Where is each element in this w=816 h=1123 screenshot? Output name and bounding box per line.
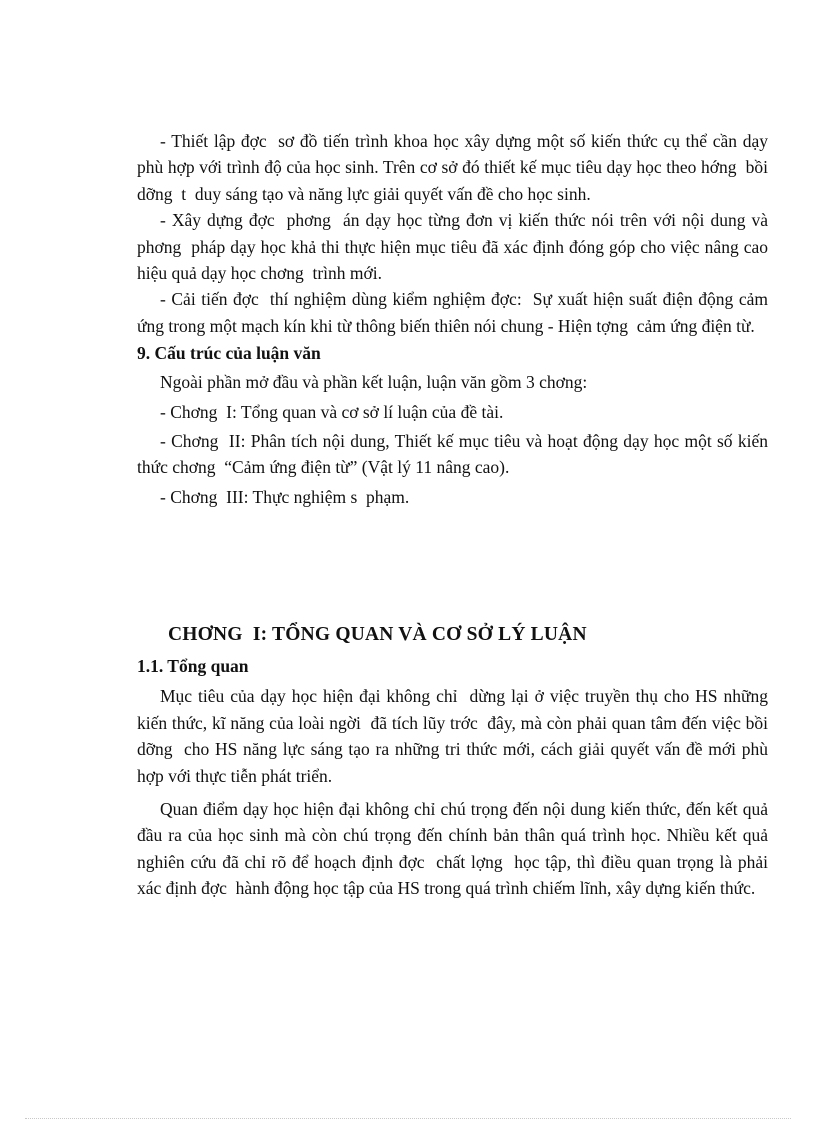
structure-item-chapter-2: - Chơng II: Phân tích nội dung, Thiết kế mục tiêu và hoạt động dạy học một số kiến thức chơng “Cảm ứng điện từ” (Vật lý 11 nâng cao). <box>137 431 773 478</box>
paragraph-objective-3: - Thiết lập đợc sơ đồ tiến trình khoa học xây dựng một số kiến thức cụ thể cần dạy phù hợp với trình độ của học sinh. Trên cơ sở đó thiết kế mục tiêu dạy học theo hớng bồi dỡng t duy sáng tạo và năng lực giải quyết vấn đề cho học sinh. <box>137 131 773 204</box>
document-page <box>137 128 773 902</box>
page-bottom-divider <box>25 1118 791 1119</box>
overview-paragraph-1: Mục tiêu của dạy học hiện đại không chỉ dừng lại ở việc truyền thụ cho HS những kiến thức, kĩ năng của loài ngời đã tích lũy trớc đây, mà còn phải quan tâm đến việc bồi dỡng cho HS năng lực sáng tạo ra những tri thức mới, cách giải quyết vấn đề mới phù hợp với thực tiễn phát triển. <box>137 686 773 786</box>
paragraph-objective-4: - Xây dựng đợc phơng án dạy học từng đơn vị kiến thức nói trên với nội dung và phơng pháp dạy học khả thi thực hiện mục tiêu đã xác định đóng góp cho việc nâng cao hiệu quả dạy học chơng trình mới. <box>137 210 773 284</box>
structure-item-chapter-1: - Chơng I: Tổng quan và cơ sở lí luận của đề tài. <box>160 401 504 422</box>
structure-item-chapter-3: - Chơng III: Thực nghiệm s phạm. <box>160 486 410 507</box>
section-9-heading: 9. Cấu trúc của luận văn <box>137 343 321 364</box>
structure-intro: Ngoài phần mở đầu và phần kết luận, luận văn gồm 3 chơng: <box>160 372 588 393</box>
paragraph-objective-5: - Cải tiến đợc thí nghiệm dùng kiểm nghiệm đợc: Sự xuất hiện suất điện động cảm ứng trong một mạch kín khi từ thông biến thiên nói chung - Hiện tợng cảm ứng điện từ. <box>137 289 773 336</box>
overview-paragraph-2: Quan điểm dạy học hiện đại không chỉ chú trọng đến nội dung kiến thức, đến kết quả đầu ra của học sinh mà còn chú trọng đến chính bản thân quá trình học. Nhiều kết quả nghiên cứu đã chỉ rõ để hoạch định đợc chất lợng học tập, thì điều quan trọng là phải xác định đợc hành động học tập của HS trong quá trình chiếm lĩnh, xây dựng kiến thức. <box>137 798 773 899</box>
section-1-1-heading: 1.1. Tổng quan <box>137 656 249 677</box>
chapter-title: CHƠNG I: TỔNG QUAN VÀ CƠ SỞ LÝ LUẬN <box>168 624 587 646</box>
